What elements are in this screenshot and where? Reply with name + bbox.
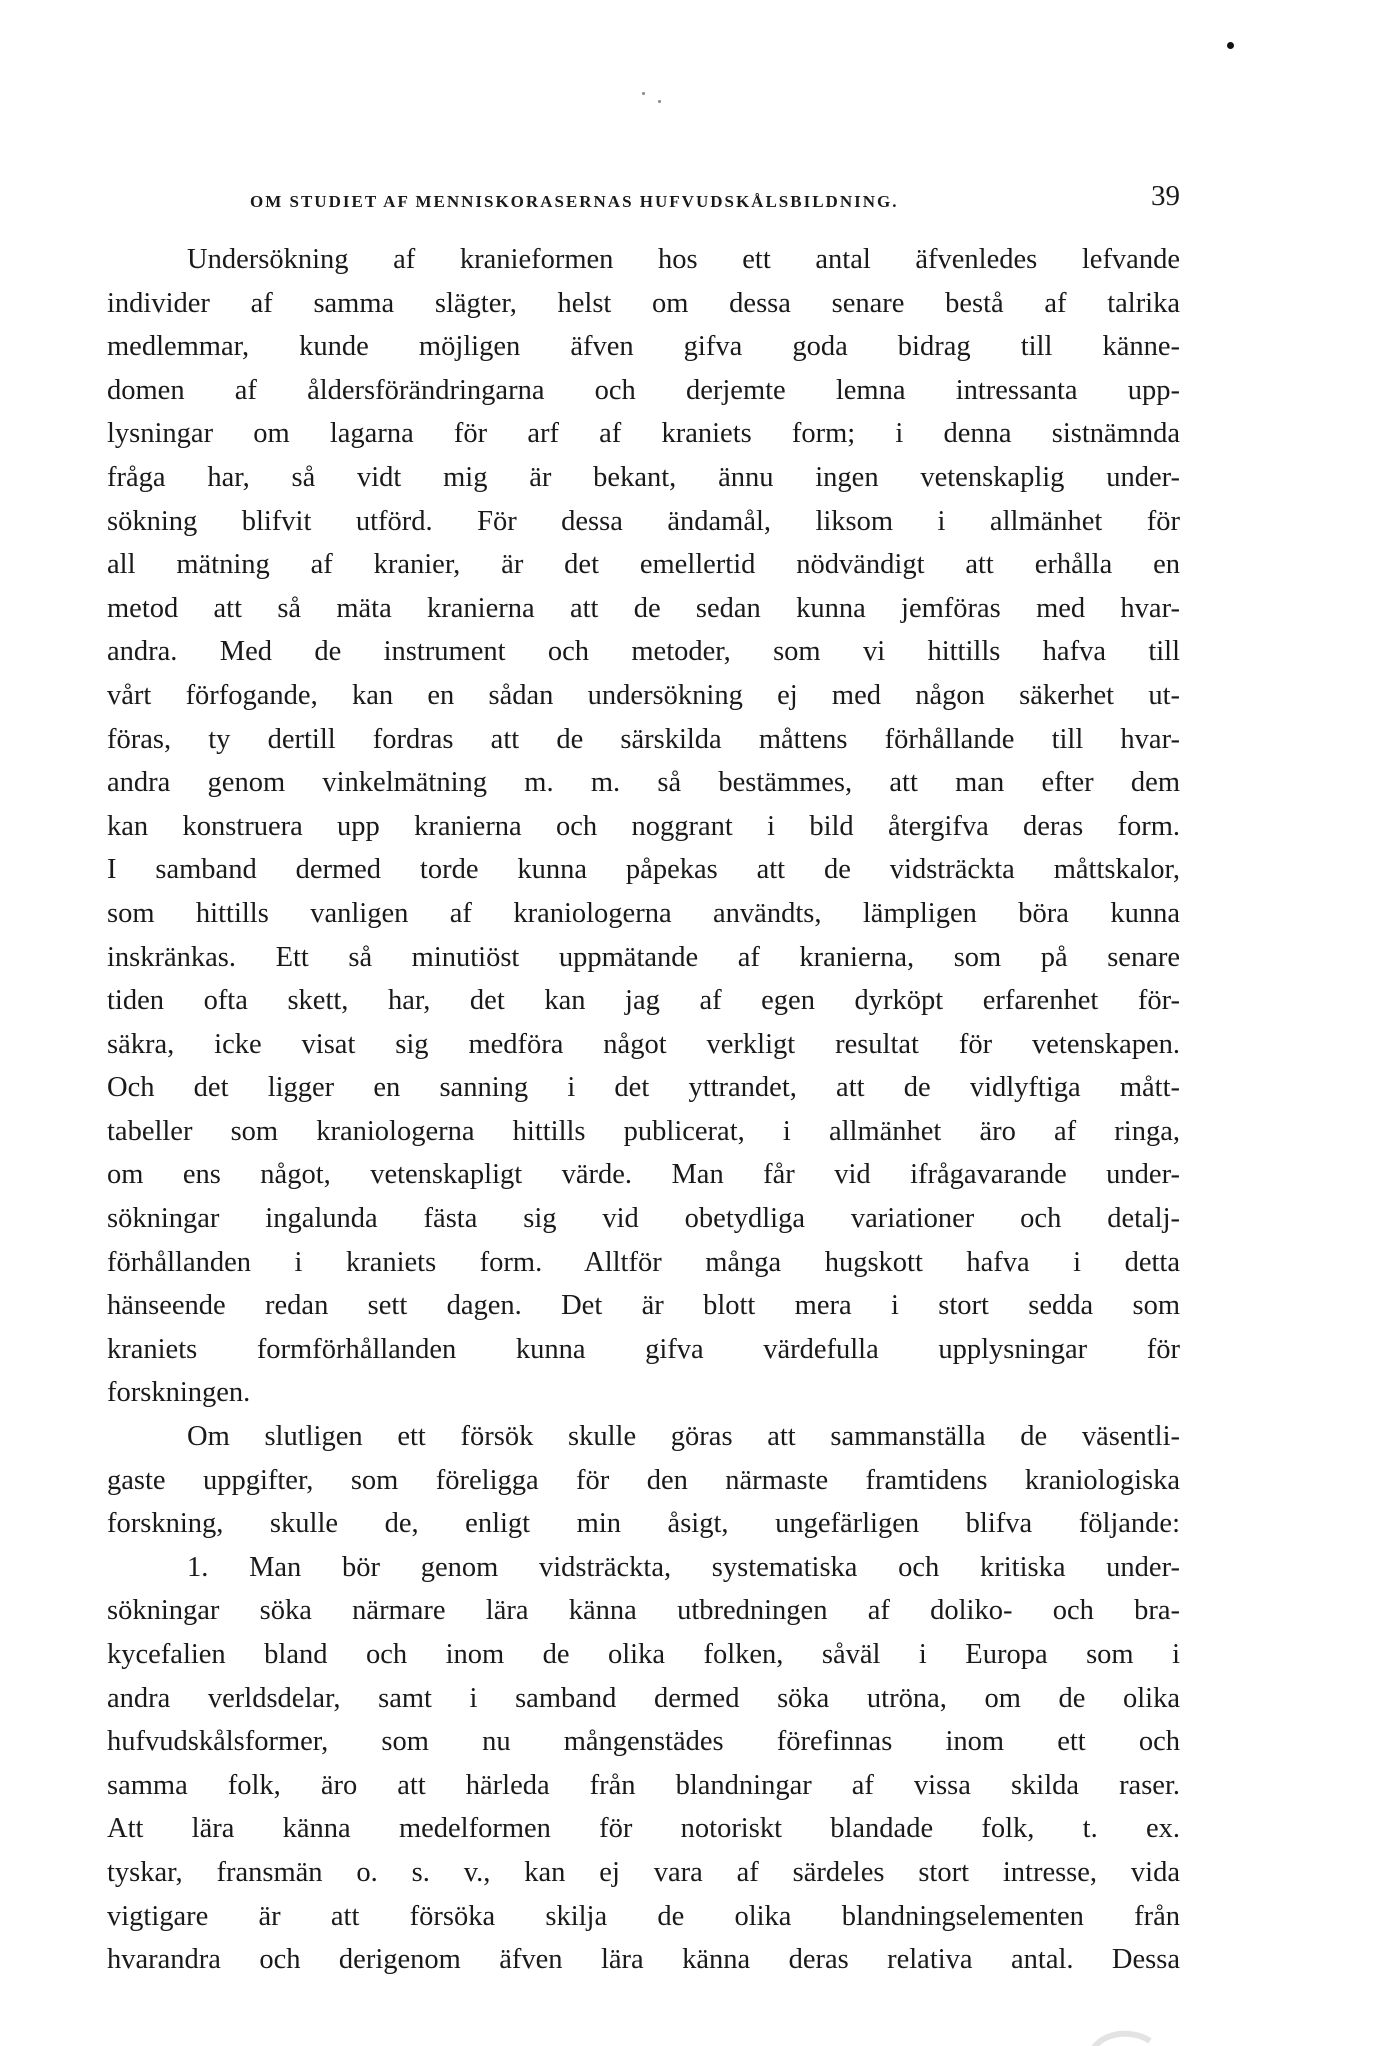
text-line: Att lära känna medelformen för notoriskt blandade folk, t. ex. <box>107 1813 1180 1845</box>
text-line: andra. Med de instrument och metoder, som vi hittills hafva till <box>107 636 1180 668</box>
text-line: andra verldsdelar, samt i samband dermed söka utröna, om de olika <box>107 1682 1180 1714</box>
text-line: säkra, icke visat sig medföra något verkligt resultat för vetenskapen. <box>107 1028 1180 1060</box>
watermark-fragment <box>1050 2005 1350 2046</box>
page-header <box>250 180 1180 220</box>
text-line: fråga har, så vidt mig är bekant, ännu ingen vetenskaplig under- <box>107 461 1180 493</box>
text-line: om ens något, vetenskapligt värde. Man får vid ifrågavarande under- <box>107 1159 1180 1191</box>
text-line: individer af samma slägter, helst om dessa senare bestå af talrika <box>107 287 1180 319</box>
ink-speck <box>1227 42 1234 49</box>
text-line: hvarandra och derigenom äfven lära känna deras relativa antal. Dessa <box>107 1944 1180 1976</box>
text-line: Undersökning af kranieformen hos ett antal äfvenledes lefvande <box>187 244 1180 275</box>
text-line: samma folk, äro att härleda från blandningar af vissa skilda raser. <box>107 1769 1180 1801</box>
text-line: Och det ligger en sanning i det yttrandet, att de vidlyftiga mått- <box>107 1072 1180 1104</box>
watermark-mark <box>1050 2021 1350 2046</box>
text-line: som hittills vanligen af kraniologerna användts, lämpligen böra kunna <box>107 897 1180 929</box>
text-line: sökningar söka närmare lära känna utbredningen af doliko- och bra- <box>107 1595 1180 1627</box>
ink-speck-small <box>658 100 661 103</box>
text-line: lysningar om lagarna för arf af kraniets form; i denna sistnämnda <box>107 418 1180 450</box>
text-line: tiden ofta skett, har, det kan jag af egen dyrköpt erfarenhet för- <box>107 985 1180 1017</box>
text-line: forskningen. <box>107 1377 251 1409</box>
text-line: vårt förfogande, kan en sådan undersökning ej med någon säkerhet ut- <box>107 679 1180 711</box>
text-line: vigtigare är att försöka skilja de olika blandningselementen från <box>107 1900 1180 1932</box>
ink-speck-small <box>642 92 645 95</box>
text-line: metod att så mäta kranierna att de sedan kunna jemföras med hvar- <box>107 592 1180 624</box>
text-line: 1. Man bör genom vidsträckta, systematiska och kritiska under- <box>187 1551 1180 1583</box>
text-line: forskning, skulle de, enligt min åsigt, ungefärligen blifva följande: <box>107 1508 1180 1540</box>
text-line: kycefalien bland och inom de olika folken, såväl i Europa som i <box>107 1639 1180 1670</box>
text-line: inskränkas. Ett så minutiöst uppmätande af kranierna, som på senare <box>107 941 1180 973</box>
text-line: förhållanden i kraniets form. Alltför många hugskott hafva i detta <box>107 1246 1180 1278</box>
text-line: hänseende redan sett dagen. Det är blott mera i stort sedda som <box>107 1290 1180 1322</box>
text-line: hufvudskålsformer, som nu mångenstädes förefinnas inom ett och <box>107 1726 1180 1758</box>
running-title: OM STUDIET AF MENNISKORASERNAS HUFVUDSKÅLSBILDNING. <box>250 192 899 211</box>
text-line: andra genom vinkelmätning m. m. så bestämmes, att man efter dem <box>107 767 1180 799</box>
page-number: 39 <box>1151 180 1180 212</box>
text-line: tabeller som kraniologerna hittills publicerat, i allmänhet äro af ringa, <box>107 1115 1180 1147</box>
text-line: medlemmar, kunde möjligen äfven gifva goda bidrag till känne- <box>107 331 1180 363</box>
text-line: kraniets formförhållanden kunna gifva värdefulla upplysningar för <box>107 1333 1180 1365</box>
text-line: sökningar ingalunda fästa sig vid obetydliga variationer och detalj- <box>107 1203 1180 1235</box>
body-text <box>107 238 1180 1982</box>
text-line: gaste uppgifter, som föreligga för den närmaste framtidens kraniologiska <box>107 1464 1180 1496</box>
text-line: kan konstruera upp kranierna och noggrant i bild återgifva deras form. <box>107 810 1180 842</box>
text-line: all mätning af kranier, är det emellertid nödvändigt att erhålla en <box>107 549 1180 581</box>
text-line: domen af åldersförändringarna och derjemte lemna intressanta upp- <box>107 374 1180 406</box>
text-line: föras, ty dertill fordras att de särskilda måttens förhållande till hvar- <box>107 723 1180 755</box>
text-line: tyskar, fransmän o. s. v., kan ej vara af särdeles stort intresse, vida <box>107 1856 1180 1888</box>
text-line: I samband dermed torde kunna påpekas att de vidsträckta måttskalor, <box>107 854 1180 886</box>
text-line: sökning blifvit utförd. För dessa ändamål, liksom i allmänhet för <box>107 505 1180 537</box>
text-line: Om slutligen ett försök skulle göras att sammanställa de väsentli- <box>187 1421 1180 1453</box>
